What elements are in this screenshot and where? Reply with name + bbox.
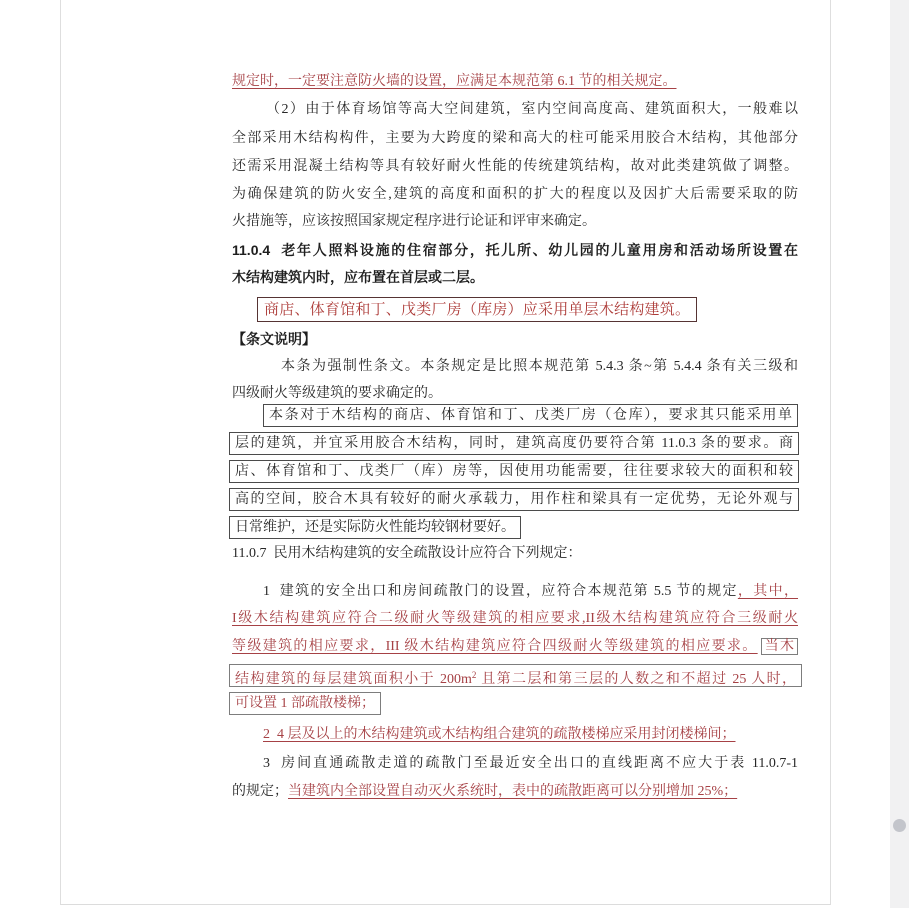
line-continuation-red bbox=[232, 71, 677, 93]
text-segment: I级木结构建筑应符合二级耐火等级建筑的相应要求,II级木结构建筑应符合三级耐火 bbox=[232, 611, 798, 626]
text-segment: 等级建筑的相应要求，III 级木结构建筑应符合四级耐火等级建筑的相应要求。 bbox=[232, 639, 758, 654]
text-segment: 的规定； bbox=[232, 784, 288, 799]
para-2-line-5 bbox=[232, 211, 596, 233]
boxed-para-line-4 bbox=[229, 488, 799, 511]
text-segment: 11.0.7 民用木结构建筑的安全疏散设计应符合下列规定： bbox=[232, 546, 582, 561]
text-segment: 本条对于木结构的商店、体育馆和丁、戊类厂房（仓库），要求其只能采用单 bbox=[269, 408, 792, 423]
para-2-line-1 bbox=[232, 99, 798, 121]
text-segment: 火措施等，应该按照国家规定程序进行论证和评审来确定。 bbox=[232, 214, 596, 229]
document-page bbox=[60, 0, 831, 905]
text-segment: 且第二层和第三层的人数之和不超过 25 人时， bbox=[476, 672, 797, 687]
item-1-line-2 bbox=[232, 608, 798, 630]
text-segment: 1 建筑的安全出口和房间疏散门的设置，应符合本规范第 5.5 节的规定 bbox=[263, 584, 738, 599]
text-segment: 3 房间直通疏散走道的疏散门至最近安全出口的直线距离不应大于表 11.0.7-1 bbox=[263, 756, 798, 771]
clause-11-0-4-line-2 bbox=[232, 266, 484, 288]
boxed-para-line-5 bbox=[229, 516, 521, 539]
text-segment: 全部采用木结构构件，主要为大跨度的梁和高大的柱可能采用胶合木结构，其他部分 bbox=[232, 131, 798, 146]
item-3-line-1 bbox=[232, 753, 798, 775]
text-segment: 为确保建筑的防火安全,建筑的高度和面积的扩大的程度以及因扩大后需要采取的防 bbox=[232, 187, 798, 202]
item-2 bbox=[232, 724, 736, 746]
explain-line-1 bbox=[232, 356, 798, 378]
text-segment: 高的空间，胶合木具有较好的耐火承载力，用作柱和梁具有一定优势，无论外观与 bbox=[235, 492, 793, 507]
text-segment: 日常维护，还是实际防火性能均较钢材要好。 bbox=[235, 520, 515, 535]
text-segment: ，其中， bbox=[737, 584, 799, 599]
text-segment: 店、体育馆和丁、戊类厂（库）房等，因使用功能需要，往往要求较大的面积和较 bbox=[235, 464, 793, 479]
text-segment: 还需采用混凝土结构等具有较好耐火性能的传统建筑结构，故对此类建筑做了调整。 bbox=[232, 159, 798, 174]
text-segment: 层的建筑，并宜采用胶合木结构，同时，建筑高度仍要符合第 11.0.3 条的要求。商 bbox=[235, 436, 793, 451]
para-2-line-4 bbox=[232, 184, 798, 206]
para-2-line-2 bbox=[232, 128, 798, 150]
text-segment: 可设置 1 部疏散楼梯； bbox=[235, 696, 375, 711]
red-boxed-line-2 bbox=[229, 692, 381, 715]
boxed-para-line-3 bbox=[229, 460, 799, 483]
boxed-phrase: 当木 bbox=[761, 638, 798, 655]
text-segment: 木结构建筑内时，应布置在首层或二层。 bbox=[232, 269, 484, 285]
boxed-para-line-2 bbox=[229, 432, 799, 455]
text-segment: 【条文说明】 bbox=[232, 331, 316, 347]
text-segment: 当建筑内全部设置自动灭火系统时，表中的疏散距离可以分别增加 25%； bbox=[288, 784, 738, 799]
red-boxed-line-1 bbox=[229, 664, 802, 687]
section-heading bbox=[232, 328, 316, 350]
boxed-para-line-1 bbox=[263, 404, 798, 427]
text-segment: 商店、体育馆和丁、戊类厂房（库房）应采用单层木结构建筑。 bbox=[264, 301, 690, 318]
text-segment: 2 4 层及以上的木结构建筑或木结构组合建筑的疏散楼梯应采用封闭楼梯间； bbox=[263, 727, 736, 742]
text-segment: 2 bbox=[471, 670, 477, 680]
text-segment: 11.0.4 老年人照料设施的住宿部分，托儿所、幼儿园的儿童用房和活动场所设置在 bbox=[232, 242, 798, 258]
scrollbar-track[interactable] bbox=[890, 0, 909, 908]
text-segment: （2）由于体育场馆等高大空间建筑，室内空间高度高、建筑面积大，一般难以 bbox=[266, 102, 798, 117]
text-segment: 本条为强制性条文。本条规定是比照本规范第 5.4.3 条~第 5.4.4 条有关三级和 bbox=[281, 359, 798, 374]
text-segment: 结构建筑的每层建筑面积小于 200m bbox=[235, 672, 472, 687]
scrollbar-thumb[interactable] bbox=[893, 819, 906, 832]
clause-11-0-4-line-1 bbox=[232, 239, 798, 261]
item-3-line-2 bbox=[232, 781, 737, 803]
red-boxed-clause bbox=[257, 297, 697, 322]
text-segment: 四级耐火等级建筑的要求确定的。 bbox=[232, 386, 442, 401]
item-1-line-3 bbox=[232, 636, 798, 658]
para-2-line-3 bbox=[232, 156, 798, 178]
text-segment: 规定时，一定要注意防火墙的设置，应满足本规范第 6.1 节的相关规定。 bbox=[232, 74, 677, 89]
explain-line-2 bbox=[232, 383, 442, 405]
clause-11-0-7 bbox=[232, 543, 581, 565]
item-1-line-1 bbox=[232, 581, 798, 603]
